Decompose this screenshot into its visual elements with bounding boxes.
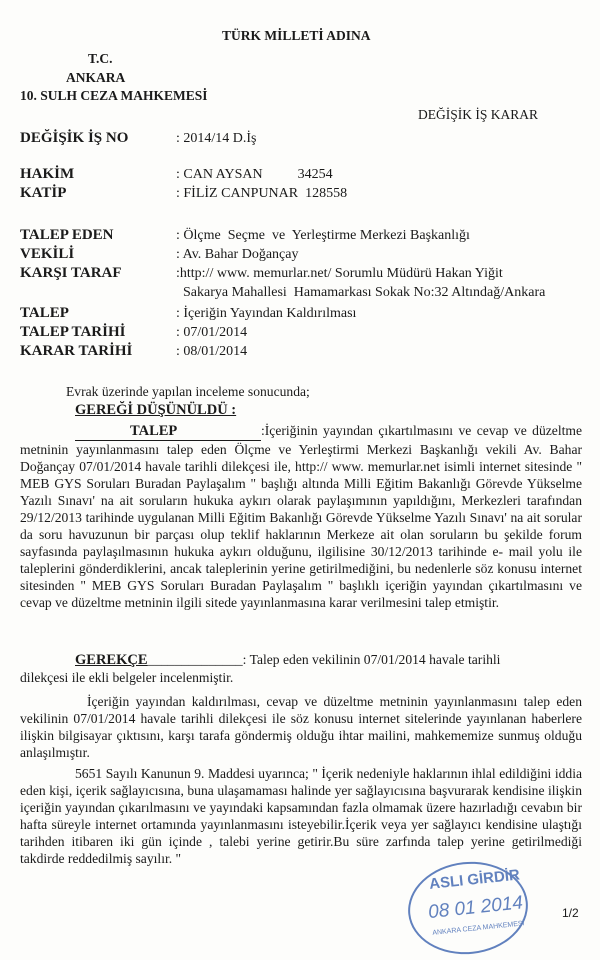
nation-heading: TÜRK MİLLETİ ADINA <box>222 28 371 43</box>
request-paragraph <box>20 422 582 611</box>
field-value-attorney: : Av. Bahar Doğançay <box>176 247 299 262</box>
field-value-request-date: : 07/01/2014 <box>176 325 248 340</box>
city-label: ANKARA <box>66 70 126 85</box>
field-label-attorney: VEKİLİ <box>20 246 75 262</box>
reasoning-heading: GEREKÇE <box>75 652 148 668</box>
request-text: :İçeriğinin yayından çıkartılmasını ve cevap ve düzeltme metninin yayınlanmasını talep eden Ölçme ve Yerleştirmi Merkezi Başkanlığı vekili Av. Bahar Doğançay 07/01/2014 havale tarihli dilekçesi ile, http:// www. memurlar.net isimli internet sitesinde " MEB GYS Soruları Buradan Paylaşalım " başlığı altında Milli Eğitim Bakanlığı Görevde Yükselme Yazılı Sınavı' na ait soruların hukuka aykırı olarak paylaşımının yapıldığını, Merkezleri tarafından 29/12/2013 tarihinde uygulanan Milli Eğitim Bakanlığı Görevde Yükselme Yazılı Sınavı' na ait sorular da soru havuzunun bir parçası olup teklif haklarının Merkeze ait olan soruların bu şekilde forum sayfasında paylaşılmasının hukuka aykırı olduğunu, ilgilisine 30/12/2013 tarihinde e- mail yolu ile taleplerini gönderdiklerini, ancak taleplerinin yerine getirilmediğini, bu nedenlerle söz konusu internet sitesinden " MEB GYS Soruları Buradan Paylaşalım " başlıklı içeriğin yayından çıkartılmasını ve cevap ve düzeltme metninin ilgili sitede yayınlanmasına karar verilmesini talep etmiştir. <box>20 423 582 610</box>
field-value-request: : İçeriğin Yayından Kaldırılması <box>176 306 357 321</box>
court-stamp <box>404 856 533 960</box>
field-label-counterparty: KARŞI TARAF <box>20 265 122 281</box>
page-number: 1/2 <box>562 906 579 920</box>
field-value-case-no: : 2014/14 D.İş <box>176 131 257 146</box>
law-paragraph: 5651 Sayılı Kanunun 9. Maddesi uyarınca; " İçerik nedeniyle haklarının ihlal edildiğini iddia eden kişi, içerik sağlayıcısına, buna ulaşamaması halinde yer sağlayıcısına başvurarak kendisine ilişkin içeriğin yayından çıkarılmasını ve yayındaki kapsamından fazla olmamak üzere hazırladığı cevabın bir hafta süreyle internet ortamında yayınlanmasını isteyebilir.İçerik veya yer sağlayıcı kendisine ulaştığı tarihden itibaren iki gün içinde , talebi yerine getirir.Bu süre zarfında talep yerine getirilmediği takdirde reddedilmiş sayılır. " <box>20 766 582 866</box>
field-value-requester: : Ölçme Seçme ve Yerleştirme Merkezi Başkanlığı <box>176 228 470 243</box>
stamp-name: ASLI GİRDİR <box>428 866 521 893</box>
reasoning-line <box>75 652 500 669</box>
field-label-case-no: DEĞİŞİK İŞ NO <box>20 130 129 146</box>
request-heading: TALEP <box>75 423 261 441</box>
reasoning-text-start: : Talep eden vekilinin 07/01/2014 havale tarihli <box>242 652 501 667</box>
decision-heading: GEREĞİ DÜŞÜNÜLDÜ : <box>75 402 237 418</box>
field-value-clerk: : FİLİZ CANPUNAR 128558 <box>176 186 348 201</box>
reasoning-blank: ______________ <box>147 652 243 667</box>
field-label-request: TALEP <box>20 305 69 321</box>
field-value-counterparty-address: Sakarya Mahallesi Hamamarkası Sokak No:32 Altındağ/Ankara <box>183 285 546 300</box>
field-value-judge: : CAN AYSAN 34254 <box>176 167 333 182</box>
evidence-paragraph: İçeriğin yayından kaldırılması, cevap ve düzeltme metninin yayınlanmasını talep eden vekilinin 07/01/2014 havale tarihli dilekçesi ile söz konusu internet sitelerinde yayınlanan haberlere ilişkin bilgisayar çıktısını, karşı tarafa göndermiş olduğu ihtar mailini, mahkememize sunmuş olduğu anlaşılmıştır. <box>20 694 582 760</box>
field-label-request-date: TALEP TARİHİ <box>20 324 126 340</box>
field-value-counterparty: :http:// www. memurlar.net/ Sorumlu Müdürü Hakan Yiğit <box>176 266 503 281</box>
country-label: T.C. <box>88 51 113 66</box>
court-name: 10. SULH CEZA MAHKEMESİ <box>20 88 208 103</box>
field-label-judge: HAKİM <box>20 166 75 182</box>
intro-line: Evrak üzerinde yapılan inceleme sonucunda; <box>66 384 310 399</box>
field-value-decision-date: : 08/01/2014 <box>176 344 248 359</box>
stamp-date: 08 01 2014 <box>427 892 524 924</box>
field-label-clerk: KATİP <box>20 185 67 201</box>
field-label-requester: TALEP EDEN <box>20 227 114 243</box>
stamp-inner-text: ANKARA CEZA MAHKEMESİ <box>432 920 525 937</box>
document-type: DEĞİŞİK İŞ KARAR <box>418 107 539 122</box>
field-label-decision-date: KARAR TARİHİ <box>20 343 133 359</box>
reasoning-text-cont: dilekçesi ile ekli belgeler incelenmiştir. <box>20 670 234 685</box>
